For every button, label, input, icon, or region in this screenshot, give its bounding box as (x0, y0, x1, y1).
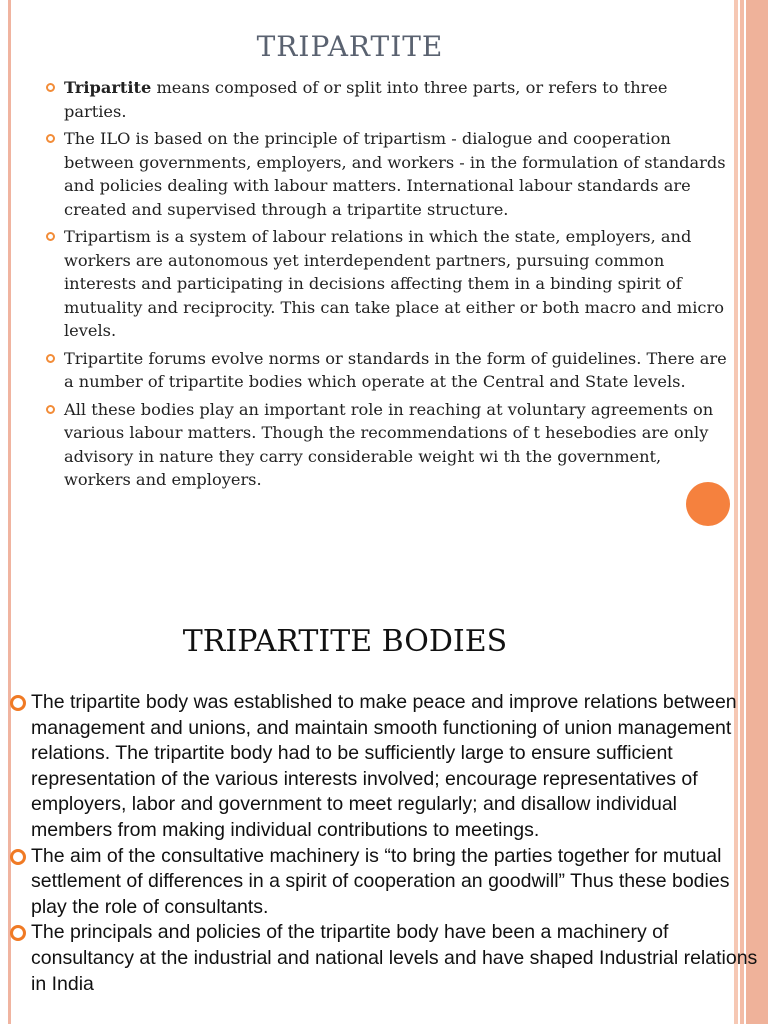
slide-title: TRIPARTITE (256, 30, 444, 63)
bullet-list (46, 76, 732, 496)
list-item: The tripartite body was established to make peace and improve relations between management and unions, and maintain smooth functioning of union management relations. The tripartite body had to be sufficiently large to ensure sufficient representation of the various interests involved; encourage representatives of employers, labor and government to meet regularly; and disallow individual members from making individual contributions to meetings. (8, 690, 758, 844)
bullet-list (8, 690, 758, 997)
list-item: The ILO is based on the principle of tripartism - dialogue and cooperation between governments, employers, and workers - in the formulation of standards and policies dealing with labour matters. International labour standards are created and supervised through a tripartite structure. (46, 127, 732, 221)
bullet-icon (46, 405, 55, 414)
list-item: The aim of the consultative machinery is “to bring the parties together for mutual settlement of differences in a spirit of cooperation an goodwill” Thus these bodies play the role of consultants. (8, 844, 758, 921)
bullet-icon (10, 695, 26, 711)
bullet-icon (46, 354, 55, 363)
list-item: All these bodies play an important role in reaching at voluntary agreements on various labour matters. Though the recommendations of t hesebodies are only advisory in nature they carry considerable weight wi th the government, workers and employers. (46, 398, 732, 492)
slide-tripartite-bodies (0, 600, 758, 1024)
bullet-icon (46, 83, 55, 92)
list-item: Tripartism is a system of labour relations in which the state, employers, and workers are autonomous yet interdependent partners, pursuing common interests and participating in decisions affecting them in a binding spirit of mutuality and reciprocity. This can take place at either or both macro and micro levels. (46, 225, 732, 343)
bullet-icon (10, 849, 26, 865)
list-item: The principals and policies of the tripartite body have been a machinery of consultancy at the industrial and national levels and have shaped Industrial relations in India (8, 920, 758, 997)
slide-title: TRIPARTITE BODIES (182, 624, 508, 659)
bullet-icon (10, 925, 26, 941)
list-item: Tripartite means composed of or split into three parts, or refers to three parties. (46, 76, 732, 123)
bullet-icon (46, 232, 55, 241)
list-item: Tripartite forums evolve norms or standards in the form of guidelines. There are a number of tripartite bodies which operate at the Central and State levels. (46, 347, 732, 394)
bullet-icon (46, 134, 55, 143)
pointer-circle-icon (686, 482, 730, 526)
